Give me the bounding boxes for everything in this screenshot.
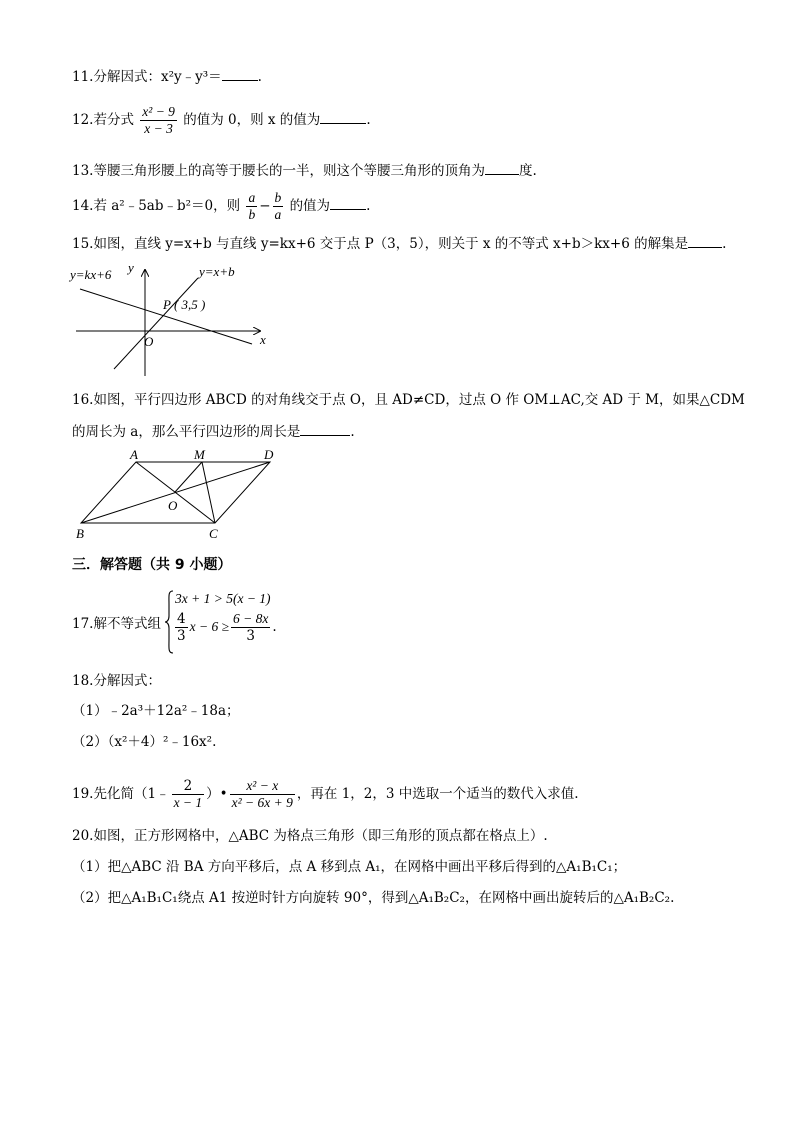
q19-f2-den: x² − 6x + 9 xyxy=(231,795,293,810)
answer-blank[interactable] xyxy=(320,109,366,124)
q12-pre: 12.若分式 xyxy=(72,112,134,128)
q19-f1-num: 2 xyxy=(172,778,205,795)
question-15 xyxy=(72,233,726,254)
question-11 xyxy=(72,66,262,87)
question-20-part-2: （2）把△A₁B₁C₁绕点 A1 按逆时针方向旋转 90°，得到△A₁B₂C₂，在网格中画出旋转后的△A₁B₂C₂. xyxy=(72,890,675,906)
question-12 xyxy=(72,104,371,137)
label-line-xb: y=x+b xyxy=(199,264,235,279)
question-20-title: 20.如图，正方形网格中，△ABC 为格点三角形（即三角形的顶点都在格点上）. xyxy=(72,828,548,844)
q17-end: . xyxy=(272,619,277,635)
q19-f1-den: x − 1 xyxy=(173,795,203,810)
q14-pre: 14.若 a²﹣5ab﹣b²＝0，则 xyxy=(72,198,241,214)
q15-end: . xyxy=(722,236,727,252)
label-y-axis: y xyxy=(128,260,134,275)
q14-fraction-2 xyxy=(273,190,284,223)
question-16-line1 xyxy=(72,390,745,410)
q16-line2-text: 的周长为 a，那么平行四边形的周长是 xyxy=(72,424,301,440)
question-18-part-1: （1）﹣2a³＋12a²﹣18a； xyxy=(72,703,240,719)
q14-fraction-1 xyxy=(246,190,257,223)
q14-f2-num: b xyxy=(274,190,282,205)
q14-f2-den: a xyxy=(274,207,282,222)
q12-numerator: x² − 9 xyxy=(142,104,175,119)
answer-blank[interactable] xyxy=(300,421,350,436)
q17-f1-den: 3 xyxy=(177,628,186,644)
q14-minus: − xyxy=(259,198,271,214)
q13-text: 13.等腰三角形腰上的高等于腰长的一半，则这个等腰三角形的顶角为 xyxy=(72,163,485,179)
q17-f2-num: 6 − 8x xyxy=(232,611,269,626)
segment-om xyxy=(175,462,202,492)
q12-end: . xyxy=(366,112,371,128)
line-xb xyxy=(114,278,198,369)
question-19 xyxy=(72,778,579,811)
q19-pre: 19.先化简（1﹣ xyxy=(72,786,170,802)
label-c: C xyxy=(209,526,218,541)
q14-end: . xyxy=(366,198,371,214)
q17-pre: 17.解不等式组 xyxy=(72,616,161,632)
q17-fraction-2 xyxy=(231,611,270,644)
q11-text: 11.分解因式：x²y﹣y³＝ xyxy=(72,69,222,85)
q11-end: . xyxy=(257,69,262,85)
q16-end: . xyxy=(350,424,355,440)
figure-15-graph xyxy=(68,258,278,383)
q12-post: 的值为 0，则 x 的值为 xyxy=(183,112,321,128)
label-line-kx6: y=kx+6 xyxy=(70,267,112,282)
q19-post: ，再在 1，2，3 中选取一个适当的数代入求值. xyxy=(296,786,579,802)
question-16-line2 xyxy=(72,421,355,442)
answer-blank[interactable] xyxy=(330,195,366,210)
q19-f2-num: x² − x xyxy=(230,778,295,795)
q16-line1-text: 16.如图，平行四边形 ABCD 的对角线交于点 O，且 AD≠CD，过点 O 作 OM⊥AC,交 AD 于 M，如果△CDM xyxy=(72,392,745,408)
q17-inequality-1: 3x + 1 > 5(x − 1) xyxy=(175,591,271,606)
answer-blank[interactable] xyxy=(485,160,519,175)
q17-brace xyxy=(164,590,174,654)
label-d: D xyxy=(264,447,274,462)
q12-denominator: x − 3 xyxy=(144,121,173,136)
label-o: O xyxy=(168,498,178,513)
label-b: B xyxy=(76,526,84,541)
q14-f1-num: a xyxy=(248,190,256,205)
question-18-part-2: （2）（x²＋4）²﹣16x². xyxy=(72,734,217,750)
q13-end: 度. xyxy=(518,163,537,179)
figure-16-parallelogram xyxy=(72,447,282,542)
q14-f1-den: b xyxy=(248,207,256,222)
q17-mid: x − 6 ≥ xyxy=(189,619,229,634)
q17-f1-num: 4 xyxy=(177,611,186,627)
question-18-title: 18.分解因式： xyxy=(72,673,161,689)
question-13 xyxy=(72,160,537,181)
q19-mid: ）• xyxy=(206,786,228,802)
question-20-part-1: （1）把△ABC 沿 BA 方向平移后，点 A 移到点 A₁，在网格中画出平移后得到的△A₁B₁C₁； xyxy=(72,859,627,875)
label-point-p: P ( 3,5 ) xyxy=(163,297,206,312)
q19-fraction-1 xyxy=(172,778,205,811)
q17-f2-den: 3 xyxy=(246,628,255,644)
diagonal-bd xyxy=(81,462,270,523)
section-3-title: 三．解答题（共 9 小题） xyxy=(72,557,232,573)
answer-blank[interactable] xyxy=(222,66,258,81)
question-14 xyxy=(72,190,370,223)
q12-fraction xyxy=(140,104,177,137)
q17-fraction-1 xyxy=(175,611,188,644)
q19-fraction-2 xyxy=(230,778,295,811)
label-m: M xyxy=(194,447,205,462)
q15-text: 15.如图，直线 y=x+b 与直线 y=kx+6 交于点 P（3，5），则关于 x 的不等式 x+b＞kx+6 的解集是 xyxy=(72,236,689,252)
label-a: A xyxy=(130,447,138,462)
label-origin: O xyxy=(144,334,154,349)
answer-blank[interactable] xyxy=(688,233,722,248)
q14-post: 的值为 xyxy=(289,198,331,214)
label-x-axis: x xyxy=(260,332,266,347)
